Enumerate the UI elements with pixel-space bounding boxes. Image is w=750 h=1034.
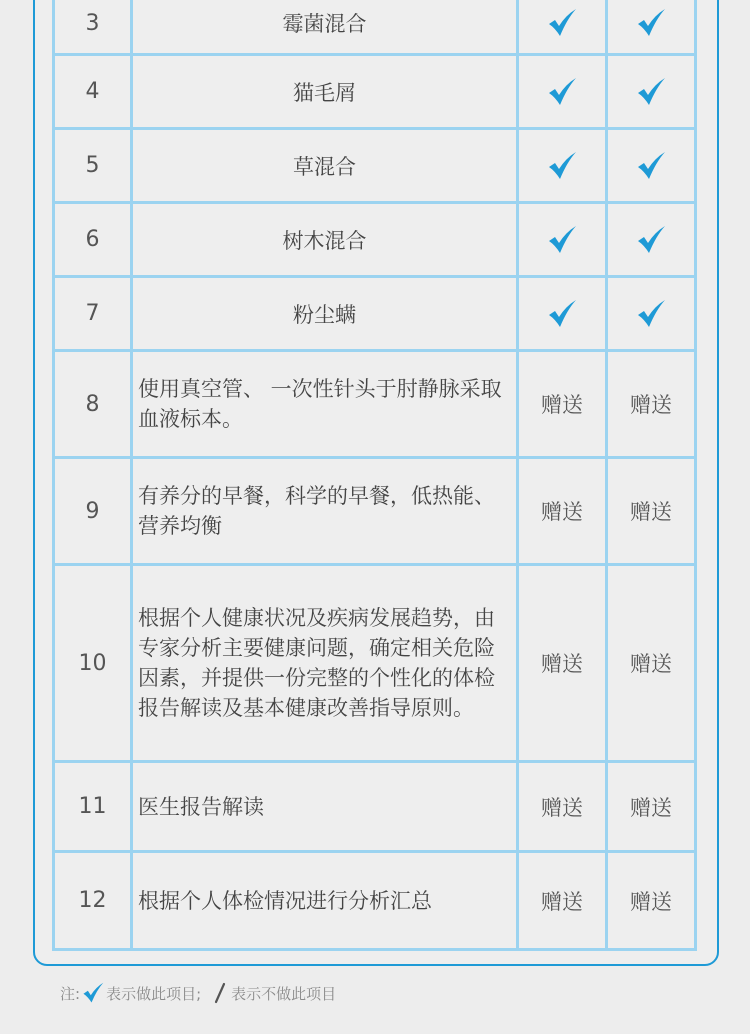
table-row — [55, 763, 694, 850]
complimentary-label: 赠送 — [541, 393, 583, 417]
item-name: 霉菌混合 — [133, 0, 516, 53]
item-name: 根据个人体检情况进行分析汇总 — [133, 853, 516, 948]
package-1-cell — [519, 566, 605, 760]
checkmark-icon — [547, 78, 577, 106]
legend-check-text: 表示做此项目; — [106, 984, 202, 1003]
package-1-cell — [519, 853, 605, 948]
item-name: 树木混合 — [133, 204, 516, 275]
table-row — [55, 56, 694, 127]
package-2-cell — [608, 0, 694, 53]
item-name: 粉尘螨 — [133, 278, 516, 349]
complimentary-label: 赠送 — [630, 652, 672, 676]
complimentary-label: 赠送 — [630, 889, 672, 914]
checkmark-icon — [636, 78, 666, 106]
item-number: 7 — [55, 278, 130, 349]
checkup-items-table — [52, 0, 697, 951]
table-row — [55, 204, 694, 275]
complimentary-label: 赠送 — [541, 652, 583, 676]
item-number: 11 — [55, 763, 130, 850]
item-number: 12 — [55, 853, 130, 948]
package-1-cell — [519, 352, 605, 456]
checkmark-icon — [82, 982, 104, 1004]
complimentary-label: 赠送 — [630, 393, 672, 417]
legend-slash-text: 表示不做此项目 — [231, 984, 337, 1003]
table-row — [55, 459, 694, 563]
package-2-cell — [608, 56, 694, 127]
checkmark-icon — [636, 226, 666, 254]
item-name: 根据个人健康状况及疾病发展趋势，由专家分析主要健康问题，确定相关危险因素，并提供一份完整的个性化的体检报告解读及基本健康改善指导原则。 — [133, 566, 516, 760]
checkmark-icon — [547, 152, 577, 180]
checkmark-icon — [547, 226, 577, 254]
complimentary-label: 赠送 — [630, 795, 672, 820]
item-name: 猫毛屑 — [133, 56, 516, 127]
table-row — [55, 352, 694, 456]
item-number: 3 — [55, 0, 130, 53]
item-number: 10 — [55, 566, 130, 760]
complimentary-label: 赠送 — [630, 500, 672, 524]
table-row — [55, 0, 694, 53]
package-2-cell — [608, 459, 694, 563]
package-2-cell — [608, 204, 694, 275]
package-1-cell — [519, 204, 605, 275]
table-row — [55, 130, 694, 201]
package-2-cell — [608, 278, 694, 349]
item-number: 5 — [55, 130, 130, 201]
legend-prefix: 注: — [60, 984, 81, 1003]
package-1-cell — [519, 0, 605, 53]
item-number: 4 — [55, 56, 130, 127]
package-1-cell — [519, 459, 605, 563]
item-number: 8 — [55, 352, 130, 456]
item-name: 医生报告解读 — [133, 763, 516, 850]
package-1-cell — [519, 278, 605, 349]
table-row — [55, 566, 694, 760]
checkmark-icon — [636, 152, 666, 180]
item-name: 使用真空管、 一次性针头于肘静脉采取血液标本。 — [133, 352, 516, 456]
package-1-cell — [519, 56, 605, 127]
legend-note — [60, 980, 336, 1006]
package-2-cell — [608, 763, 694, 850]
package-2-cell — [608, 130, 694, 201]
package-1-cell — [519, 763, 605, 850]
table-row — [55, 278, 694, 349]
checkmark-icon — [636, 300, 666, 328]
checkmark-icon — [547, 9, 577, 37]
complimentary-label: 赠送 — [541, 795, 583, 820]
table-body — [55, 0, 694, 948]
checkmark-icon — [547, 300, 577, 328]
package-2-cell — [608, 853, 694, 948]
complimentary-label: 赠送 — [541, 889, 583, 914]
package-1-cell — [519, 130, 605, 201]
complimentary-label: 赠送 — [541, 500, 583, 524]
item-name: 草混合 — [133, 130, 516, 201]
package-2-cell — [608, 566, 694, 760]
item-number: 9 — [55, 459, 130, 563]
slash-icon — [213, 982, 227, 1004]
package-2-cell — [608, 352, 694, 456]
item-number: 6 — [55, 204, 130, 275]
item-name: 有养分的早餐，科学的早餐，低热能、营养均衡 — [133, 459, 516, 563]
table-row — [55, 853, 694, 948]
checkmark-icon — [636, 9, 666, 37]
